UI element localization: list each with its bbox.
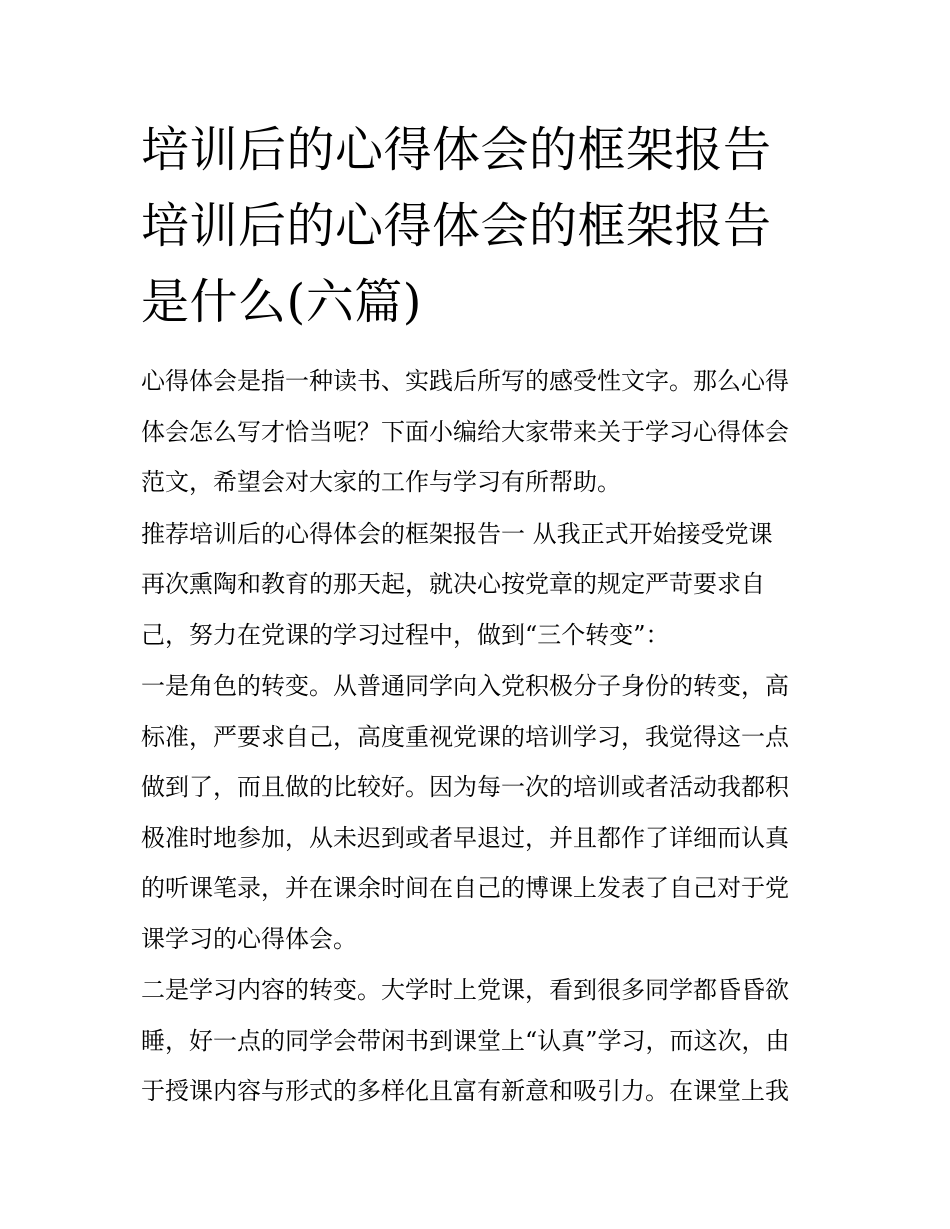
- text-line: 做到了，而且做的比较好。因为每一次的培训或者活动我都积: [141, 773, 789, 801]
- title-line-1: 培训后的心得体会的框架报告: [141, 122, 772, 178]
- text-line: 一是角色的转变。从普通同学向入党积极分子身份的转变，高: [141, 672, 789, 700]
- title-line-2: 培训后的心得体会的框架报告: [141, 198, 772, 254]
- text-line: 课学习的心得体会。: [141, 924, 357, 953]
- text-line: 再次熏陶和教育的那天起，就决心按党章的规定严苛要求自: [141, 570, 765, 598]
- text-line: 极准时地参加，从未迟到或者早退过，并且都作了详细而认真: [141, 823, 789, 852]
- text-line: 体会怎么写才恰当呢？下面小编给大家带来关于学习心得体会: [141, 417, 789, 446]
- text-line: 于授课内容与形式的多样化且富有新意和吸引力。在课堂上我: [141, 1077, 789, 1105]
- text-line: 标准，严要求自己，高度重视党课的培训学习，我觉得这一点: [141, 722, 789, 751]
- title-line-3: 是什么(六篇): [141, 274, 422, 330]
- paragraph-intro: [141, 356, 811, 508]
- text-line: 范文，希望会对大家的工作与学习有所帮助。: [141, 468, 621, 496]
- text-line: 己，努力在党课的学习过程中，做到“三个转变”：: [141, 620, 670, 649]
- text-line: 推荐培训后的心得体会的框架报告一 从我正式开始接受党课: [141, 519, 773, 548]
- text-line: 二是学习内容的转变。大学时上党课，看到很多同学都昏昏欲: [141, 976, 789, 1004]
- paragraph-recommendation: [141, 509, 811, 661]
- text-line: 睡，好一点的同学会带闲书到课堂上“认真”学习，而这次，由: [141, 1026, 790, 1055]
- document-body: [141, 356, 811, 1117]
- paragraph-content-change: [141, 965, 811, 1117]
- text-line: 心得体会是指一种读书、实践后所写的感受性文字。那么心得: [141, 367, 789, 395]
- paragraph-role-change: [141, 661, 811, 964]
- text-line: 的听课笔录，并在课余时间在自己的博课上发表了自己对于党: [141, 874, 789, 902]
- document-title: [141, 112, 821, 340]
